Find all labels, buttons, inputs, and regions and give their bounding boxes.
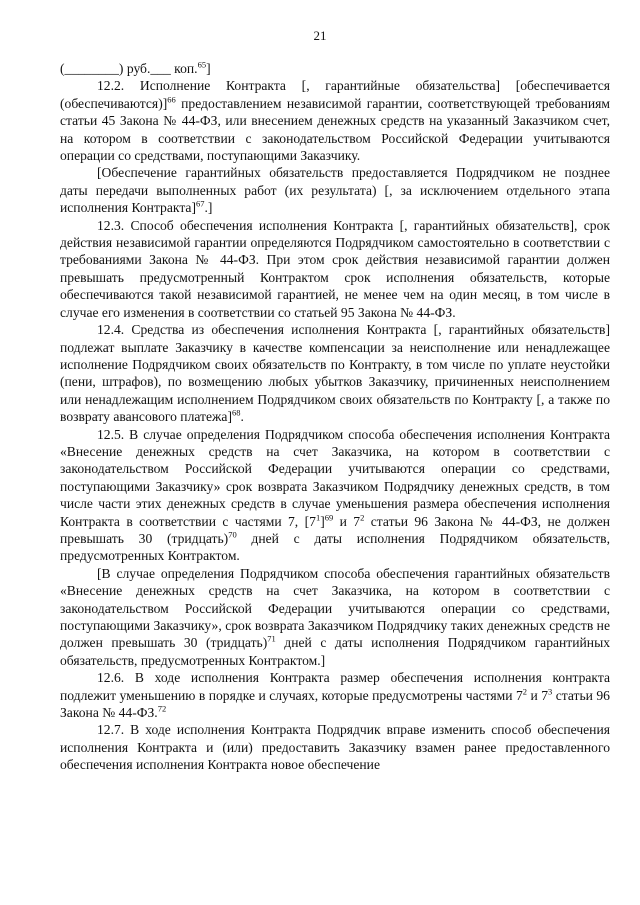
paragraph-12-3: 12.3. Способ обеспечения исполнения Контракта [, гарантийных обязательств], срок действия независимой гарантии определяются Подрядчиком самостоятельно в соответствии с требованиями Закона № 44-ФЗ. При этом срок действия независимой гарантии должен превышать предусмотренный Контрактом срок исполнения обязательств, которые обеспечиваются такой независимой гарантией, не менее чем на один месяц, в том числе в случае его изменения в соответствии со статьей 95 Закона № 44-ФЗ.: [60, 217, 610, 320]
paragraph-12-2: 12.2. Исполнение Контракта [, гарантийные обязательства] [обеспечивается (обеспечиваются)]$^{66}$ предоставлением независимой гарантии, соответствующей требованиям статьи 45 Закона № 44-ФЗ, или внесением денежных средств на указанный Заказчиком счет, на котором в соответствии с законодательством Российской Федерации учитываются операции со средствами, поступающими Заказчику.: [60, 78, 610, 164]
paragraph-amount-line: (________) руб.___ коп.$^{65}$]: [60, 59, 211, 76]
paragraph-12-4: 12.4. Средства из обеспечения исполнения Контракта [, гарантийных обязательств] подлежат выплате Заказчику в качестве компенсации за неисполнение или ненадлежащее исполнение Подрядчиком своих обязательств по Контракту, в том числе по уплате неустойки (пени, штрафов), по возмещению любых убытков Заказчику, причиненных неисполнением или ненадлежащим исполнением Подрядчиком своих обязательств по Контракту [, а также по возврату авансового платежа]$^{68}$.: [60, 322, 610, 425]
paragraph-warranty-return: [В случае определения Подрядчиком способа обеспечения гарантийных обязательств «Внесение денежных средств на счет Заказчика, на котором в соответствии с законодательством Российской Федерации учитываются операции со средствами, поступающими Заказчику», срок возврата Заказчиком Подрядчику таких денежных средств не должен превышать 30 (тридцать)$^{71}$ дней с даты исполнения Подрядчиком гарантийных обязательств, предусмотренных Контрактом.]: [60, 565, 610, 668]
paragraph-warranty-note: [Обеспечение гарантийных обязательств предоставляется Подрядчиком не позднее даты передачи выполненных работ (их результата) [, за исключением отдельного этапа исполнения Контракта]$^{67}$.]: [60, 165, 610, 216]
document-body: [60, 60, 610, 774]
page-number: 21: [313, 28, 327, 43]
paragraph-12-5: 12.5. В случае определения Подрядчиком способа обеспечения исполнения Контракта «Внесение денежных средств на счет Заказчика, на котором в соответствии с законодательством Российской Федерации учитываются операции со средствами, поступающими Заказчику» срок возврата Заказчиком Подрядчику денежных средств, в том числе части этих денежных средств в случае уменьшения размера обеспечения исполнения Контракта в соответствии с частями 7, $[7^1]^{69}$ и $7^2$ статьи 96 Закона № 44-ФЗ, не должен превышать 30 (тридцать)$^{70}$ дней с даты исполнения Подрядчиком обязательств, предусмотренных Контрактом.: [60, 426, 611, 564]
paragraph-12-7: 12.7. В ходе исполнения Контракта Подрядчик вправе изменить способ обеспечения исполнения Контракта и (или) предоставить Заказчику взамен ранее предоставленного обеспечения исполнения Контракта новое обеспечение: [60, 722, 610, 773]
paragraph-12-6: 12.6. В ходе исполнения Контракта размер обеспечения исполнения контракта подлежит уменьшению в порядке и случаях, которые предусмотрены частями $7^2$ и $7^3$ статьи 96 Закона № 44-ФЗ.$^{72}$: [60, 670, 610, 721]
